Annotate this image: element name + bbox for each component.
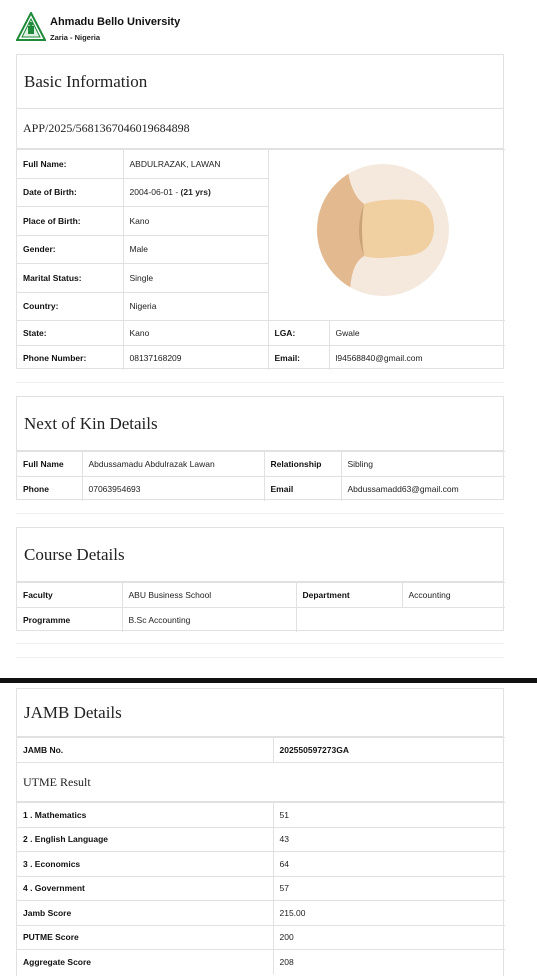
section-title: Course Details: [24, 544, 125, 564]
course-details-section: [16, 527, 504, 631]
kin-name-value: Abdussamadu Abdulrazak Lawan: [82, 452, 264, 477]
gender-value: Male: [123, 235, 268, 264]
utme-row-value: 51: [273, 803, 505, 828]
divider: [16, 382, 504, 383]
department-label: Department: [296, 583, 402, 608]
section-title: Next of Kin Details: [24, 413, 158, 433]
jamb-score-label: Jamb Score: [17, 901, 273, 926]
utme-result-title: UTME Result: [17, 762, 503, 802]
phone-value: 08137168209: [123, 345, 268, 370]
next-of-kin-section: [16, 396, 504, 500]
faculty-value: ABU Business School: [122, 583, 296, 608]
email-value: l94568840@gmail.com: [329, 345, 505, 370]
course-details-table: [17, 582, 505, 632]
gender-label: Gender:: [17, 235, 123, 264]
jamb-no-label: JAMB No.: [17, 738, 273, 763]
section-title: Basic Information: [24, 71, 148, 91]
divider: [16, 513, 504, 514]
jamb-score-value: 215.00: [273, 901, 505, 926]
utme-row-value: 64: [273, 852, 505, 877]
utme-row-label: 4 . Government: [17, 876, 273, 901]
page-break-line: [0, 678, 537, 683]
university-location: Zaria - Nigeria: [50, 33, 101, 42]
lga-value: Gwale: [329, 321, 505, 346]
department-value: Accounting: [402, 583, 505, 608]
dob-label: Date of Birth:: [17, 178, 123, 207]
pob-value: Kano: [123, 207, 268, 236]
state-value: Kano: [123, 321, 268, 346]
aggregate-score-label: Aggregate Score: [17, 950, 273, 975]
kin-email-label: Email: [264, 476, 341, 501]
programme-value: B.Sc Accounting: [122, 607, 296, 632]
jamb-no-value: 202550597273GA: [273, 738, 505, 763]
putme-score-label: PUTME Score: [17, 925, 273, 950]
dob-date: 2004-06-01 -: [129, 187, 181, 198]
putme-score-value: 200: [273, 925, 505, 950]
university-name: Ahmadu Bello University: [50, 16, 181, 28]
age-value: (21 yrs): [180, 187, 211, 198]
dob-value: [123, 178, 268, 207]
kin-phone-value: 07063954693: [82, 476, 264, 501]
pob-label: Place of Birth:: [17, 207, 123, 236]
marital-value: Single: [123, 264, 268, 293]
phone-label: Phone Number:: [17, 345, 123, 370]
divider: [16, 643, 504, 644]
basic-info-table: [17, 149, 505, 370]
divider: [16, 657, 504, 658]
email-label: Email:: [268, 345, 329, 370]
utme-row-value: 43: [273, 827, 505, 852]
programme-label: Programme: [17, 607, 122, 632]
utme-row-label: 2 . English Language: [17, 827, 273, 852]
kin-name-label: Full Name: [17, 452, 82, 477]
lga-label: LGA:: [268, 321, 329, 346]
jamb-details-section: [16, 688, 504, 976]
application-number: APP/2025/5681367046019684898: [17, 109, 503, 149]
basic-information-section: [16, 54, 504, 369]
next-of-kin-table: [17, 451, 505, 501]
kin-relationship-value: Sibling: [341, 452, 505, 477]
state-label: State:: [17, 321, 123, 346]
country-label: Country:: [17, 292, 123, 321]
kin-email-value: Abdussamadd63@gmail.com: [341, 476, 505, 501]
utme-result-table: [17, 802, 505, 974]
aggregate-score-value: 208: [273, 950, 505, 975]
kin-phone-label: Phone: [17, 476, 82, 501]
jamb-number-table: [17, 737, 505, 762]
kin-relationship-label: Relationship: [264, 452, 341, 477]
marital-label: Marital Status:: [17, 264, 123, 293]
university-logo-icon: [16, 12, 46, 42]
section-title: JAMB Details: [24, 702, 122, 722]
country-value: Nigeria: [123, 292, 268, 321]
utme-row-value: 57: [273, 876, 505, 901]
faculty-label: Faculty: [17, 583, 122, 608]
utme-row-label: 3 . Economics: [17, 852, 273, 877]
applicant-photo: [302, 164, 464, 296]
page-header: [16, 10, 316, 46]
full-name-label: Full Name:: [17, 150, 123, 179]
full-name-value: ABDULRAZAK, LAWAN: [123, 150, 268, 179]
photo-cell: [268, 150, 505, 321]
utme-row-label: 1 . Mathematics: [17, 803, 273, 828]
